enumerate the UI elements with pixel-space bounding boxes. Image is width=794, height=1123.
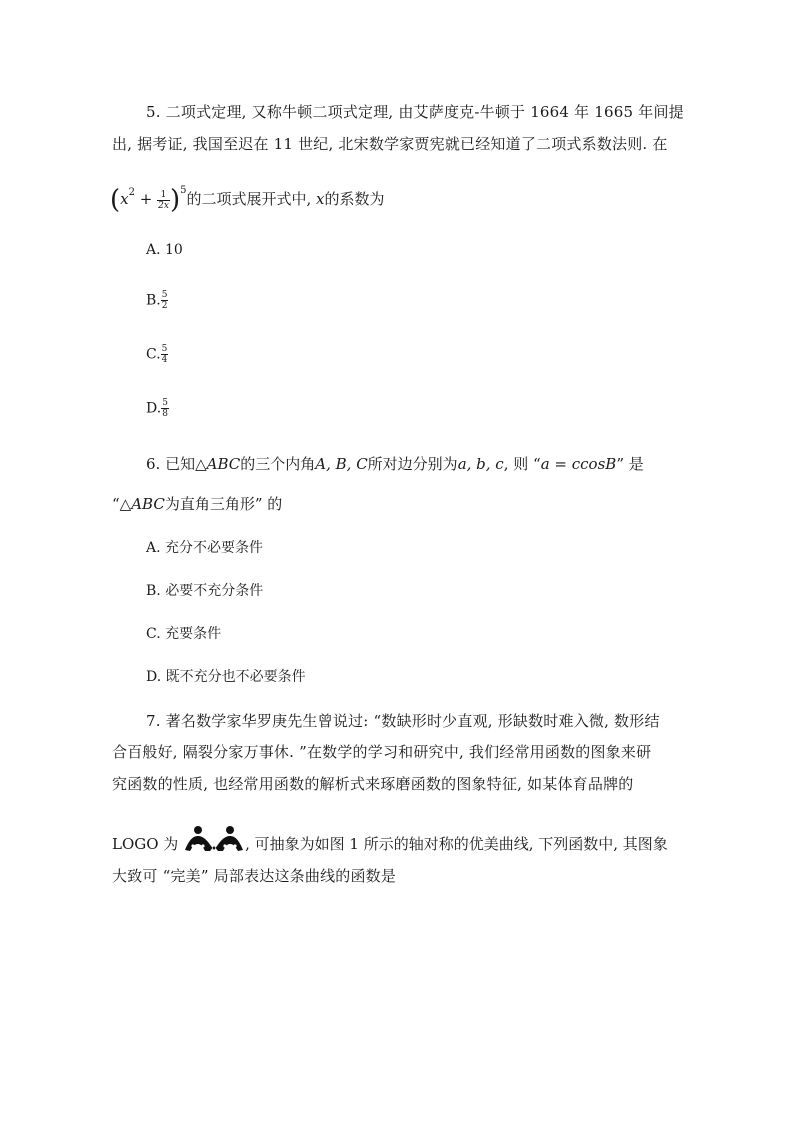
q5-line-3-text: 的二项式展开式中,: [186, 190, 317, 208]
q6-text-3: 所对边分别为: [367, 455, 458, 473]
q5-option-b: [146, 290, 168, 311]
q6-text-2: 的三个内角: [240, 455, 316, 473]
frac-den: 8: [162, 409, 168, 419]
q7-line-5: 大致可 “完美” 局部表达这条曲线的函数是: [112, 867, 397, 885]
frac-num: 5: [161, 344, 168, 354]
q6-text-4: , 则 “: [503, 455, 541, 473]
expr-plus: +: [139, 190, 153, 208]
q6-option-d: D. 既不充分也不必要条件: [146, 669, 306, 685]
frac-den: 4: [161, 355, 168, 365]
frac-den: 2x: [158, 200, 169, 211]
q7-line-4: [112, 830, 668, 860]
q6-option-c: C. 充要条件: [146, 626, 222, 642]
q5-option-c: [146, 344, 168, 365]
q6-text-1: 6. 已知△: [146, 455, 207, 473]
right-paren: ): [169, 185, 181, 215]
option-c-fraction: [161, 344, 169, 365]
logo-label: LOGO 为: [112, 835, 179, 853]
q6-text-5: ” 是: [616, 455, 644, 473]
q7-line-2: 合百般好, 隔裂分家万事休. ”在数学的学习和研究中, 我们经常用函数的图象来研: [112, 743, 652, 761]
q6-sides: a, b, c: [457, 455, 504, 473]
frac-den: 2: [161, 301, 168, 311]
q6-condition: a = ccosB: [540, 455, 617, 473]
expr-fraction: [157, 190, 170, 211]
q7-line-4-text: , 可抽象为如图 1 所示的轴对称的优美曲线, 下列函数中, 其图象: [245, 835, 668, 853]
q6-line-2-triangle: ABC: [131, 495, 165, 513]
q6-line-2-a: “△: [112, 495, 132, 513]
q6-line-2-b: 为直角三角形” 的: [164, 495, 283, 513]
expr-var: x: [120, 190, 129, 208]
option-b-fraction: [161, 290, 169, 311]
q5-line-1: 5. 二项式定理, 又称牛顿二项式定理, 由艾萨度克-牛顿于 1664 年 1665 年间提: [146, 103, 684, 121]
q5-line-3: [110, 184, 385, 214]
q6-angles: A, B, C: [315, 455, 368, 473]
q5-line-3-end: 的系数为: [324, 190, 385, 208]
q6-triangle: ABC: [206, 455, 241, 473]
option-b-label: B.: [146, 292, 161, 309]
q6-line-1: [146, 454, 644, 474]
outer-exponent: 5: [180, 185, 187, 196]
expr-pow: 2: [128, 187, 135, 198]
frac-num: 5: [161, 290, 168, 300]
q6-option-b: B. 必要不充分条件: [146, 583, 264, 599]
q7-line-3: 究函数的性质, 也经常用函数的解析式来琢磨函数的图象特征, 如某体育品牌的: [112, 775, 634, 793]
q5-var: x: [316, 190, 325, 208]
q6-option-a: A. 充分不必要条件: [146, 540, 264, 556]
frac-num: 5: [162, 398, 168, 408]
q5-option-a: A. 10: [146, 242, 183, 258]
kappa-logo-image: [183, 824, 245, 854]
q5-option-d: [146, 398, 169, 419]
option-d-label: D.: [146, 400, 162, 417]
option-c-label: C.: [146, 346, 161, 363]
frac-num: 1: [157, 190, 170, 201]
left-paren: (: [110, 185, 121, 215]
q7-line-1: 7. 著名数学家华罗庚先生曾说过: “数缺形时少直观, 形缺数时难入微, 数形结: [146, 712, 660, 730]
option-d-fraction: [161, 398, 169, 419]
q6-line-2: [112, 494, 282, 514]
q5-line-2: 出, 据考证, 我国至迟在 11 世纪, 北宋数学家贾宪就已经知道了二项式系数法则. 在: [112, 135, 668, 153]
